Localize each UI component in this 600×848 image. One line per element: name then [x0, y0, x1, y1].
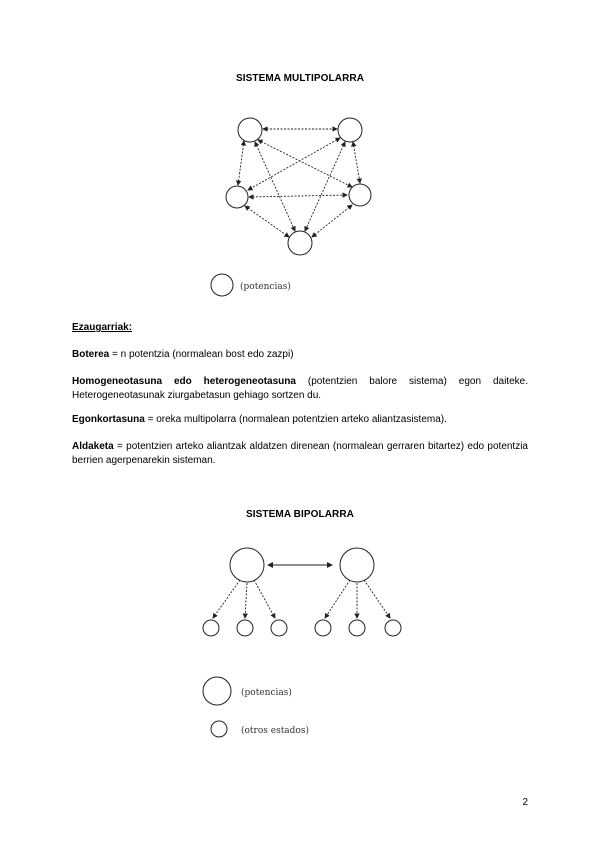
multipolar-title: SISTEMA MULTIPOLARRA	[235, 73, 365, 84]
feature-homogeneity	[72, 375, 528, 403]
dependency-arrow	[213, 580, 240, 618]
feature-text: (potentzien balore sistema) egon daiteke. Heterogeneotasunak ziurgabetasun gehiago sortzen du.	[72, 376, 528, 401]
edge-tl-mr	[258, 140, 352, 187]
edge-tr-ml	[248, 138, 340, 190]
edge-tr-b	[305, 142, 345, 231]
power-node	[349, 184, 371, 206]
legend-power-circle	[211, 274, 233, 296]
feature-text: = n potentzia (normalean bost edo zazpi)	[109, 349, 294, 360]
state-node	[349, 620, 365, 636]
bipolar-title: SISTEMA BIPOLARRA	[246, 509, 354, 520]
edge-ml-mr	[249, 195, 347, 197]
feature-term: Boterea	[72, 349, 110, 360]
edge-ml-b	[245, 206, 289, 237]
feature-text: = potentzien arteko aliantzak aldatzen direnean (normalean gerraren bitartez) edo potentzia berrien agerpenarekin sisteman.	[72, 441, 528, 466]
power-node	[340, 548, 374, 582]
bipolar-legend-power: (potencias)	[241, 688, 292, 698]
power-node	[230, 548, 264, 582]
feature-term: Aldaketa	[72, 441, 114, 452]
power-node	[288, 231, 312, 255]
state-node	[237, 620, 253, 636]
dependency-arrow	[364, 580, 390, 618]
bipolar-diagram	[195, 540, 415, 750]
power-node	[338, 118, 362, 142]
edge-mr-b	[312, 205, 352, 237]
multipolar-legend-label: (potencias)	[240, 282, 291, 292]
feature-text: = oreka multipolarra (normalean potentzien arteko aliantzasistema).	[144, 414, 447, 425]
state-node	[315, 620, 331, 636]
multipolar-diagram	[200, 105, 400, 305]
feature-term: Homogeneotasuna edo heterogeneotasuna	[72, 376, 296, 387]
edge-tl-b	[255, 142, 295, 231]
dependency-arrow	[245, 583, 247, 618]
feature-term: Egonkortasuna	[72, 414, 145, 425]
bipolar-legend-other: (otros estados)	[241, 726, 309, 736]
legend-state-circle	[211, 721, 227, 737]
power-node	[226, 186, 248, 208]
dependency-arrow	[254, 580, 275, 618]
power-node	[238, 118, 262, 142]
features-heading: Ezaugarriak:	[72, 322, 133, 333]
legend-power-circle	[203, 677, 231, 705]
dependency-arrow	[325, 580, 350, 618]
state-node	[203, 620, 219, 636]
feature-stability	[72, 413, 528, 427]
state-node	[385, 620, 401, 636]
page-number: 2	[522, 797, 528, 808]
feature-power	[72, 348, 528, 362]
state-node	[271, 620, 287, 636]
feature-change	[72, 440, 528, 468]
edge-tr-mr	[353, 142, 360, 183]
edge-tl-ml	[238, 141, 244, 185]
